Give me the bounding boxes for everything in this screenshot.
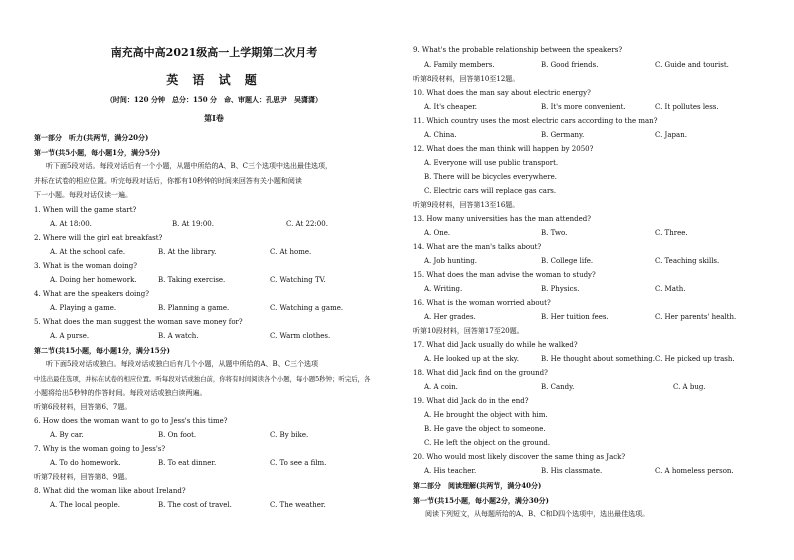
option: C. He left the object on the ground. xyxy=(424,439,551,447)
option: A. He brought the object with him. xyxy=(424,411,548,419)
option: C. Teaching skills. xyxy=(655,257,720,265)
option: B. Good friends. xyxy=(541,61,599,69)
option: B. His classmate. xyxy=(541,467,603,475)
part2-section1-instruction: 阅读下列短文，从每题所给的A、B、C和D四个选项中，选出最佳选项。 xyxy=(425,510,650,518)
option: C. Math. xyxy=(655,285,686,293)
option: B. There will be bicycles everywhere. xyxy=(424,173,558,181)
option: A. Family members. xyxy=(424,61,495,69)
question: 1. When will the game start? xyxy=(34,206,137,214)
option: B. He thought about something. xyxy=(541,355,655,363)
question: 4. What are the speakers doing? xyxy=(34,290,150,298)
option: A. Her grades. xyxy=(424,313,476,321)
question: 20. Who would most likely discover the same thing as Jack? xyxy=(413,453,626,461)
option: C. It pollutes less. xyxy=(655,103,719,111)
option: A. He looked up at the sky. xyxy=(424,355,519,363)
option: C. Three. xyxy=(655,229,688,237)
option: B. Planning a game. xyxy=(158,304,230,312)
option: A. It's cheaper. xyxy=(424,103,477,111)
question: 13. How many universities has the man attended? xyxy=(413,215,591,223)
section1-instruction-line: 下一小题。每段对话仅读一遍。 xyxy=(34,191,132,199)
option: A. To do homework. xyxy=(50,459,121,467)
question: 7. Why is the woman going to Jess's? xyxy=(34,445,166,453)
section2-instruction-line: 中选出最佳选项，并标在试卷的相应位置。听每段对话或独白前，你将有时间阅读各个小题，每小题5秒钟；听完后，各 xyxy=(34,375,371,383)
option: B. College life. xyxy=(541,257,594,265)
section2-instruction-line: 小题将给出5秒钟的作答时间。每段对话或独白读两遍。 xyxy=(34,389,207,397)
option: C. Guide and tourist. xyxy=(655,61,729,69)
option: A. Everyone will use public transport. xyxy=(424,159,559,167)
option: C. Electric cars will replace gas cars. xyxy=(424,187,557,195)
question: 2. Where will the girl eat breakfast? xyxy=(34,234,163,242)
question: 18. What did Jack find on the ground? xyxy=(413,369,548,377)
option: A. Doing her homework. xyxy=(50,276,137,284)
option: B. Two. xyxy=(541,229,568,237)
listening-material-label: 听第10段材料，回答第17至20题。 xyxy=(413,327,524,335)
option: C. Her parents' health. xyxy=(655,313,737,321)
option: A. Job hunting. xyxy=(424,257,478,265)
question: 12. What does the man think will happen by 2050? xyxy=(413,145,594,153)
option: B. At 19:00. xyxy=(172,220,214,228)
option: B. At the library. xyxy=(158,248,217,256)
option: B. A watch. xyxy=(158,332,199,340)
section1-instruction-line: 并标在试卷的相应位置。听完每段对话后，你都有10秒钟的时间来回答有关小题和阅读 xyxy=(34,177,302,185)
question: 5. What does the man suggest the woman save money for? xyxy=(34,318,243,326)
option: B. On foot. xyxy=(158,431,197,439)
part2-section1-heading: 第一节(共15小题，每小题2分，满分30分) xyxy=(413,496,549,505)
option: B. He gave the object to someone. xyxy=(424,425,546,433)
question: 16. What is the woman worried about? xyxy=(413,299,551,307)
question: 9. What's the probable relationship between the speakers? xyxy=(413,46,623,54)
option: B. The cost of travel. xyxy=(158,501,232,509)
part2-heading: 第二部分 阅读理解(共两节，满分40分) xyxy=(413,481,542,490)
section1-instruction-line: 听下面5段对话。每段对话后有一个小题，从题中所给的A、B、C三个选项中选出最佳选项， xyxy=(46,162,333,170)
option: B. It's more convenient. xyxy=(541,103,626,111)
option: A. By car. xyxy=(50,431,84,439)
option: A. Playing a game. xyxy=(50,304,117,312)
option: C. By bike. xyxy=(270,431,309,439)
question: 11. Which country uses the most electric cars according to the man? xyxy=(413,117,658,125)
option: A. The local people. xyxy=(50,501,120,509)
question: 15. What does the man advise the woman to study? xyxy=(413,271,596,279)
option: A. A purse. xyxy=(50,332,90,340)
option: C. At 22:00. xyxy=(286,220,328,228)
option: C. A homeless person. xyxy=(655,467,734,475)
option: C. At home. xyxy=(270,248,312,256)
option: C. Warm clothes. xyxy=(270,332,331,340)
option: C. Watching TV. xyxy=(270,276,326,284)
option: A. At the school cafe. xyxy=(50,248,126,256)
option: A. Writing. xyxy=(424,285,463,293)
option: B. Physics. xyxy=(541,285,580,293)
option: A. China. xyxy=(424,131,457,139)
section1-heading: 第一节(共5小题，每小题1分，满分5分) xyxy=(34,148,161,157)
exam-info: （时间：120 分钟 总分：150 分 命、审题人：孔思尹 吴潇潇） xyxy=(105,95,323,104)
listening-material-label: 听第9段材料，回答第13至16题。 xyxy=(413,201,520,209)
subject-title: 英 语 试 题 xyxy=(166,73,262,87)
option: A. His teacher. xyxy=(424,467,477,475)
option: A. At 18:00. xyxy=(50,220,92,228)
exam-title: 南充高中高2021级高一上学期第二次月考 xyxy=(110,46,318,59)
option: B. Candy. xyxy=(541,383,575,391)
listening-material-label: 听第7段材料，回答第8、9题。 xyxy=(34,473,132,481)
option: C. A bug. xyxy=(673,383,706,391)
option: A. A coin. xyxy=(424,383,458,391)
listening-material-label: 听第6段材料，回答第6、7题。 xyxy=(34,403,132,411)
question: 19. What did Jack do in the end? xyxy=(413,397,529,405)
listening-material-label: 听第8段材料，回答第10至12题。 xyxy=(413,75,520,83)
option: B. Germany. xyxy=(541,131,585,139)
question: 10. What does the man say about electric energy? xyxy=(413,89,591,97)
option: A. One. xyxy=(424,229,451,237)
option: C. He picked up trash. xyxy=(655,355,735,363)
question: 3. What is the woman doing? xyxy=(34,262,137,270)
question: 17. What did Jack usually do while he walked? xyxy=(413,341,578,349)
question: 14. What are the man's talks about? xyxy=(413,243,542,251)
option: C. To see a film. xyxy=(270,459,327,467)
option: B. To eat dinner. xyxy=(158,459,217,467)
question: 8. What did the woman like about Ireland? xyxy=(34,487,186,495)
option: C. The weather. xyxy=(270,501,326,509)
section2-instruction-line: 听下面5段对话或独白。每段对话或独白后有几个小题，从题中所给的A、B、C三个选项 xyxy=(46,360,319,368)
part1-heading: 第一部分 听力(共两节，满分20分) xyxy=(34,133,149,142)
section2-heading: 第二节(共15小题，每小题1分，满分15分) xyxy=(34,346,170,355)
question: 6. How does the woman want to go to Jess's this time? xyxy=(34,417,228,425)
volume-label: 第Ⅰ卷 xyxy=(204,113,224,123)
option: C. Japan. xyxy=(655,131,687,139)
option: B. Her tuition fees. xyxy=(541,313,609,321)
option: C. Watching a game. xyxy=(270,304,344,312)
option: B. Taking exercise. xyxy=(158,276,226,284)
